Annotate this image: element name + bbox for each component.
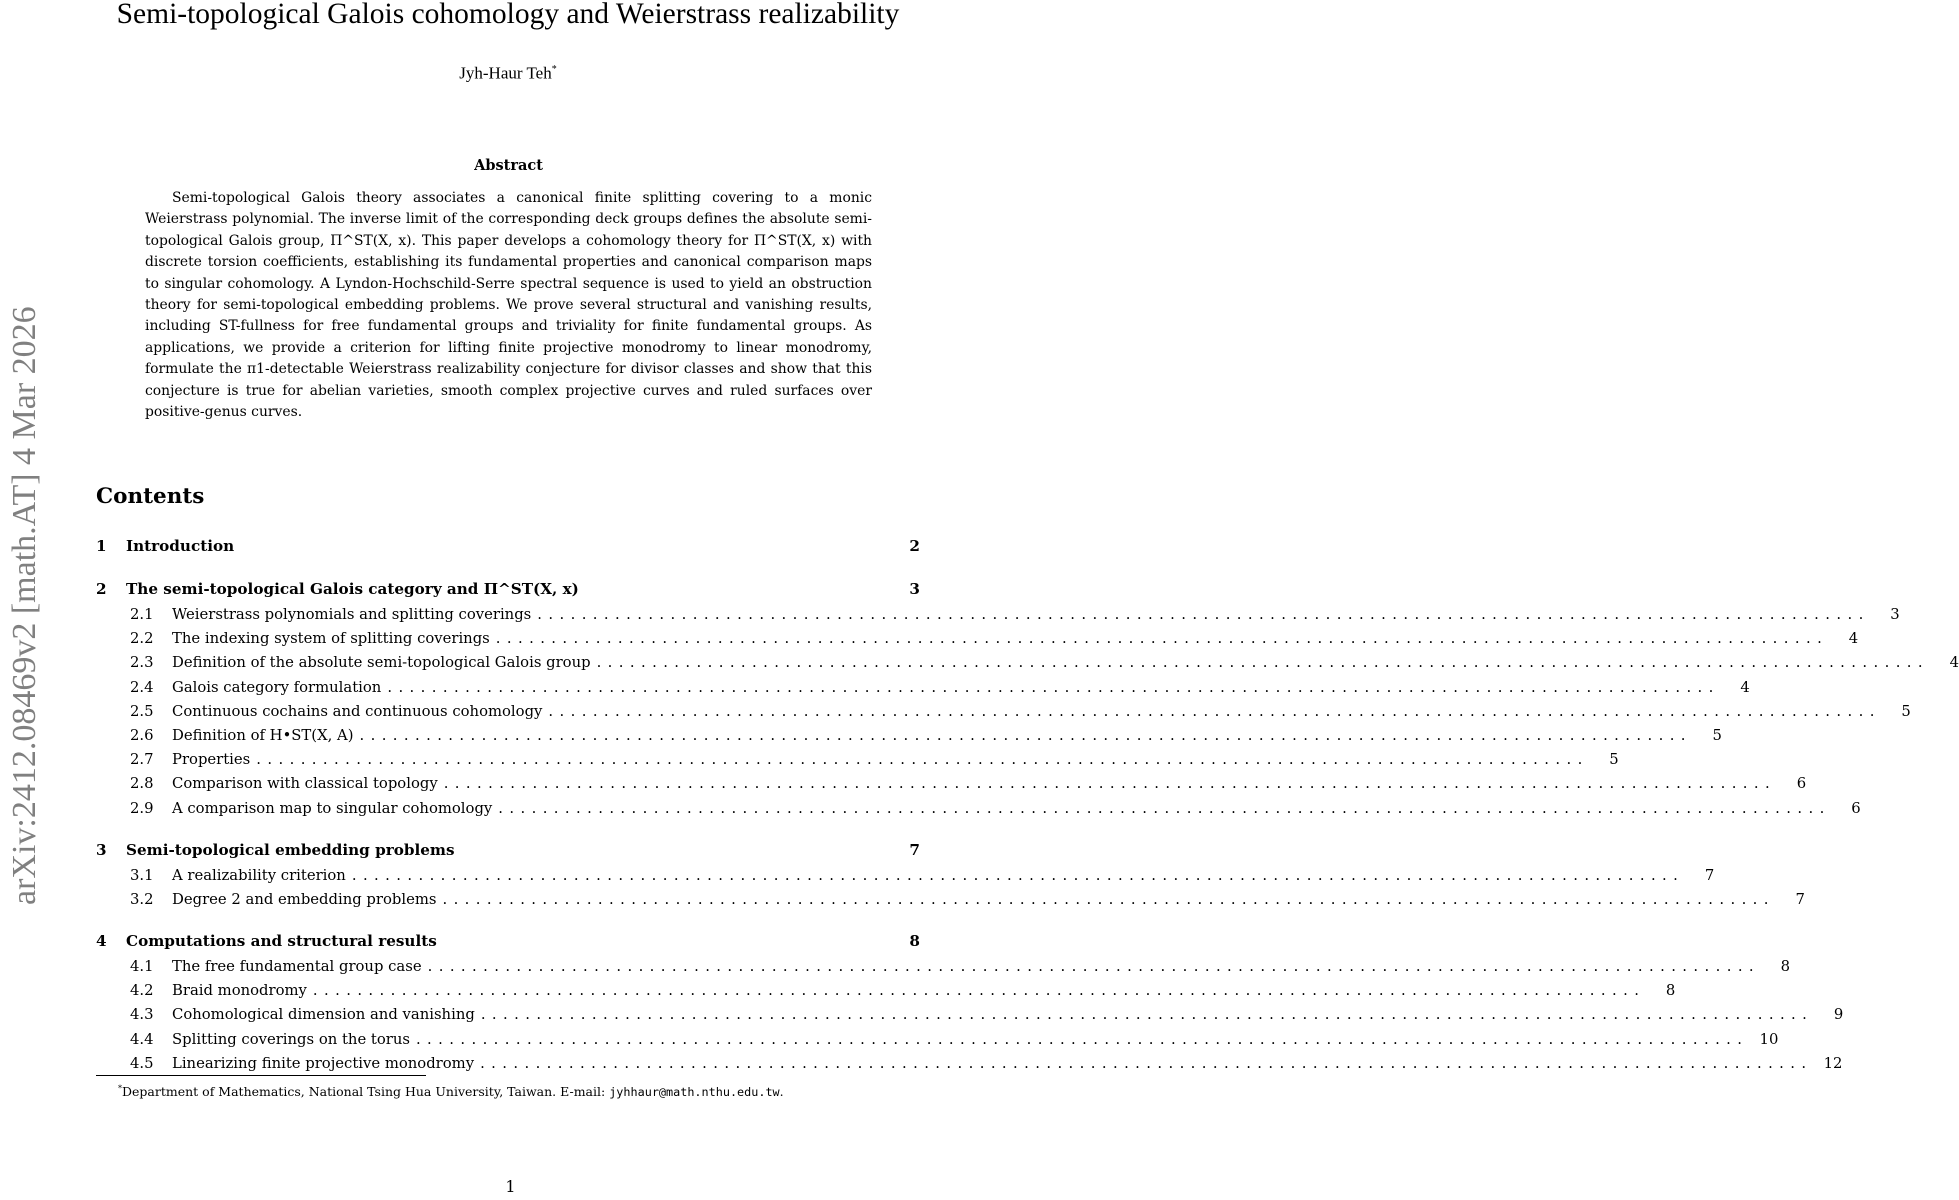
toc-subsection-title: The indexing system of splitting coverings	[172, 630, 490, 648]
footnote-email[interactable]: jyhhaur@math.nthu.edu.tw	[609, 1085, 780, 1100]
toc-section-number: 3	[96, 840, 107, 859]
footnote-text: Department of Mathematics, National Tsing Hua University, Taiwan. E-mail:	[122, 1084, 610, 1100]
toc-subsection-title: Weierstrass polynomials and splitting coverings	[172, 606, 532, 623]
toc-subsection-2-6[interactable]	[96, 724, 1722, 748]
toc-subsection-number: 3.1	[130, 866, 154, 884]
dot-leader: ........................................................................................................................	[498, 799, 1831, 817]
toc-subsection-title: The free fundamental group case	[172, 958, 422, 976]
dot-leader: ........................................................................................................................	[537, 606, 1870, 623]
toc-subsection-title: Comparison with classical topology	[172, 775, 438, 793]
toc-subsection-page: 7	[1704, 866, 1715, 884]
toc-subsection-number: 3.2	[130, 890, 154, 908]
author-name: Jyh-Haur Teh	[459, 63, 552, 83]
toc-subsection-number: 4.2	[130, 982, 154, 1000]
toc-section-number: 1	[96, 537, 107, 555]
toc-subsection-2-5[interactable]	[96, 700, 1911, 724]
toc-subsection-page: 4	[1740, 678, 1750, 696]
toc-subsection-page: 3	[1890, 606, 1900, 623]
toc-subsection-page: 10	[1759, 1030, 1779, 1048]
toc-subsection-title: Braid monodromy	[172, 982, 307, 1000]
toc-subsection-page: 6	[1796, 775, 1807, 793]
toc-subsection-page: 8	[1780, 958, 1791, 976]
toc-subsection-page: 8	[1665, 982, 1676, 1000]
dot-leader: ........................................................................................................................	[548, 702, 1881, 720]
toc-subsection-number: 2.3	[130, 654, 154, 672]
toc-subsection-number: 4.3	[130, 1006, 154, 1024]
toc-section-page: 3	[909, 580, 920, 598]
abstract-body: Semi-topological Galois theory associates a canonical finite splitting covering to a monic Weierstrass polynomial. The inverse limit of the corresponding deck groups defines the absolute semi-topological Galois group, Π^ST(X, x). This paper develops a cohomology theory for Π^ST(X, x) with discrete torsion coefficients, establishing its fundamental properties and canonical comparison maps to singular cohomology. A Lyndon-Hochschild-Serre spectral sequence is used to yield an obstruction theory for semi-topological embedding problems. We prove several structural and vanishing results, including ST-fullness for free fundamental groups and triviality for finite fundamental groups. As applications, we provide a criterion for lifting finite projective monodromy to linear monodromy, formulate the π1-detectable Weierstrass realizability conjecture for divisor classes and show that this conjecture is true for abelian varieties, smooth complex projective curves and ruled surfaces over positive-genus curves.	[145, 190, 872, 421]
arxiv-stamp: arXiv:2412.08469v2 [math.AT] 4 Mar 2026	[6, 306, 43, 905]
toc-subsection-title: Splitting coverings on the torus	[172, 1030, 410, 1048]
dot-leader: ........................................................................................................................	[480, 1006, 1814, 1024]
toc-subsection-number: 2.5	[130, 702, 154, 720]
toc-subsection-number: 2.4	[130, 678, 154, 696]
dot-leader: ........................................................................................................................	[312, 982, 1646, 1000]
dot-leader: ........................................................................................................................	[387, 678, 1720, 696]
author-footnote-mark: *	[551, 64, 557, 75]
toc-subsection-page: 5	[1901, 702, 1911, 720]
dot-leader: ........................................................................................................................	[480, 1054, 1813, 1072]
toc-subsection-title: Galois category formulation	[172, 678, 382, 696]
toc-subsection-number: 2.1	[130, 606, 154, 623]
toc-subsection-2-7[interactable]	[96, 748, 1619, 772]
toc-subsection-page: 7	[1795, 890, 1805, 908]
contents-heading: Contents	[96, 484, 205, 509]
toc-subsection-2-9[interactable]	[96, 797, 1861, 821]
toc-subsection-title: Linearizing finite projective monodromy	[172, 1054, 475, 1072]
paper-title: Semi-topological Galois cohomology and Weierstrass realizability	[116, 0, 900, 30]
dot-leader: ........................................................................................................................	[256, 751, 1589, 769]
dot-leader: ........................................................................................................................	[415, 1030, 1749, 1048]
toc-subsection-page: 4	[1848, 630, 1859, 648]
toc-subsection-number: 2.7	[130, 751, 154, 769]
toc-section-2[interactable]	[96, 575, 920, 603]
toc-subsection-page: 12	[1823, 1054, 1843, 1072]
toc-subsection-number: 2.8	[130, 775, 154, 793]
toc-section-3[interactable]	[96, 836, 920, 864]
dot-leader: ........................................................................................................................	[443, 775, 1777, 793]
toc-section-page: 8	[909, 932, 920, 951]
toc-subsection-page: 4	[1949, 654, 1959, 672]
toc-subsection-4-2[interactable]	[96, 979, 1676, 1003]
dot-leader: ........................................................................................................................	[351, 866, 1685, 884]
toc-subsection-title: Continuous cochains and continuous cohomology	[172, 702, 543, 720]
footnote	[118, 1080, 918, 1101]
toc-subsection-number: 4.5	[130, 1054, 154, 1072]
toc-subsection-title: Definition of the absolute semi-topological Galois group	[172, 654, 591, 672]
abstract-heading: Abstract	[474, 157, 543, 174]
dot-leader: ........................................................................................................................	[359, 726, 1692, 744]
toc-section-page: 7	[909, 840, 920, 859]
dot-leader: ........................................................................................................................	[596, 654, 1929, 672]
author-line	[95, 58, 921, 86]
toc-subsection-4-1[interactable]	[96, 955, 1791, 979]
toc-subsection-title: Cohomological dimension and vanishing	[172, 1006, 475, 1024]
toc-subsection-title: A realizability criterion	[172, 866, 346, 884]
toc-subsection-number: 4.4	[130, 1030, 154, 1048]
toc-subsection-number: 2.2	[130, 630, 154, 648]
toc-subsection-2-8[interactable]	[96, 772, 1807, 796]
toc-subsection-4-3[interactable]	[96, 1003, 1844, 1027]
toc-subsection-title: Degree 2 and embedding problems	[172, 890, 437, 908]
page-number: 1	[505, 1177, 516, 1196]
toc-subsection-page: 6	[1851, 799, 1861, 817]
toc-section-page: 2	[909, 537, 920, 555]
toc-section-title: Introduction	[126, 537, 235, 555]
table-of-contents	[96, 532, 1959, 1076]
footnote-mark: *	[118, 1084, 122, 1093]
toc-subsection-2-3[interactable]	[96, 651, 1959, 675]
toc-subsection-title: Properties	[172, 751, 251, 769]
toc-section-title: Semi-topological embedding problems	[126, 840, 455, 859]
toc-subsection-title: A comparison map to singular cohomology	[172, 799, 493, 817]
toc-subsection-number: 2.6	[130, 726, 154, 744]
toc-subsection-4-5[interactable]	[96, 1052, 1843, 1076]
toc-subsection-2-4[interactable]	[96, 676, 1750, 700]
footnote-end: .	[779, 1084, 784, 1100]
toc-subsection-2-2[interactable]	[96, 627, 1859, 651]
toc-subsection-4-4[interactable]	[96, 1028, 1779, 1052]
toc-section-number: 2	[96, 580, 107, 598]
toc-subsection-number: 2.9	[130, 799, 154, 817]
dot-leader: ........................................................................................................................	[495, 630, 1829, 648]
toc-subsection-number: 4.1	[130, 958, 154, 976]
toc-section-4[interactable]	[96, 927, 920, 955]
toc-subsection-2-1[interactable]	[96, 603, 1900, 627]
footnote-rule	[96, 1075, 426, 1076]
toc-subsection-page: 5	[1712, 726, 1722, 744]
toc-subsection-title: Definition of H•ST(X, A)	[172, 726, 354, 744]
toc-subsection-3-1[interactable]	[96, 864, 1715, 888]
toc-section-number: 4	[96, 932, 107, 951]
toc-subsection-3-2[interactable]	[96, 888, 1805, 912]
toc-section-title: Computations and structural results	[126, 932, 437, 951]
toc-subsection-page: 5	[1609, 751, 1619, 769]
toc-section-1[interactable]	[96, 532, 920, 560]
dot-leader: ........................................................................................................................	[442, 890, 1775, 908]
toc-subsection-page: 9	[1833, 1006, 1844, 1024]
toc-section-title: The semi-topological Galois category and Π^ST(X, x)	[126, 580, 579, 598]
dot-leader: ........................................................................................................................	[427, 958, 1761, 976]
